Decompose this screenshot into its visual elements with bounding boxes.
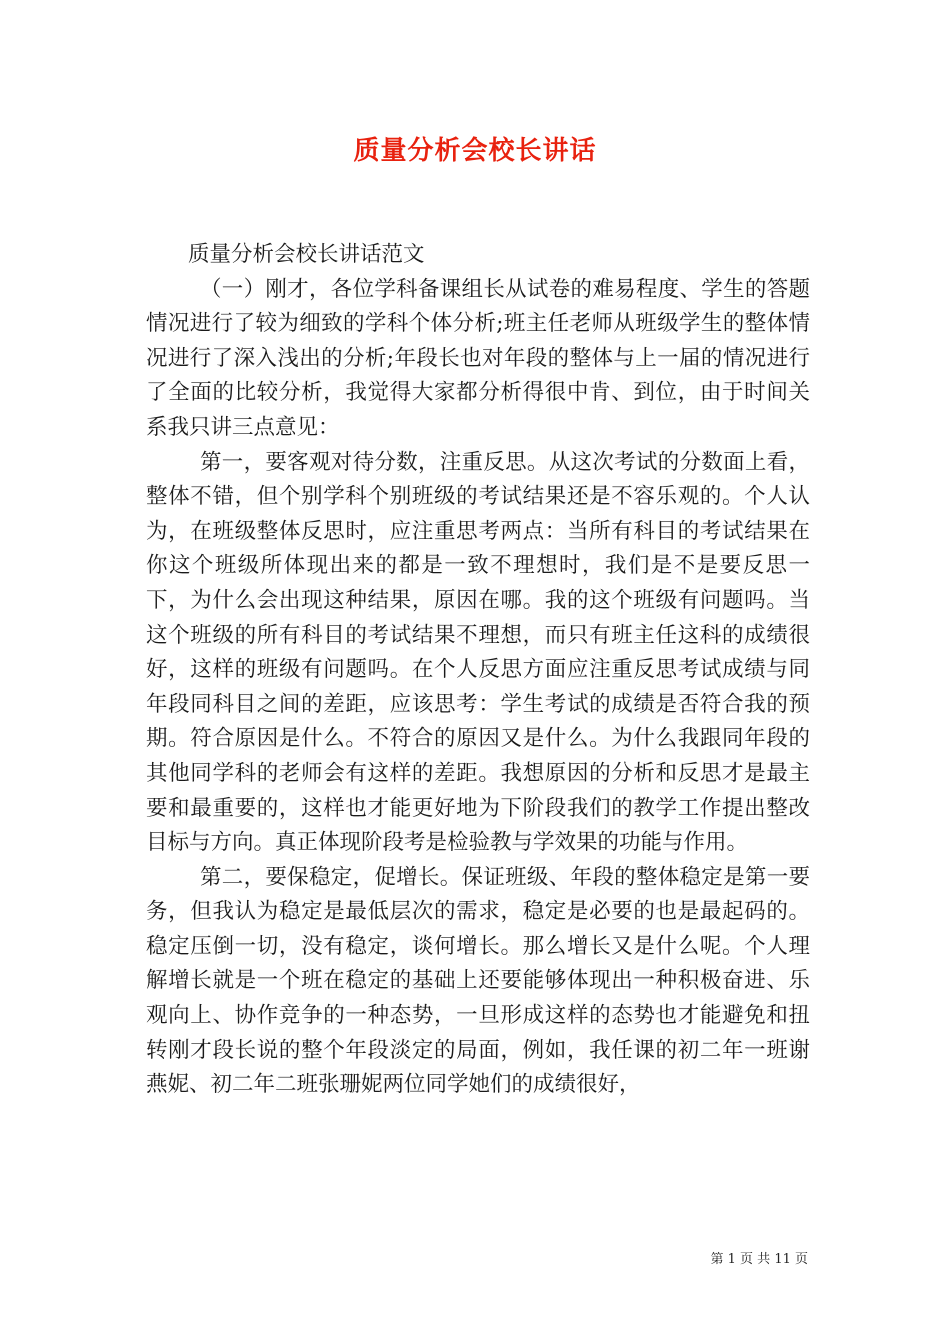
document-title: 质量分析会校长讲话 [353,136,597,166]
paragraph-point-two: 第二，要保稳定，促增长。保证班级、年段的整体稳定是第一要务，但我认为稳定是最低层次的需求，稳定是必要的也是最起码的。稳定压倒一切，没有稳定，谈何增长。那么增长又是什么呢。个人理解增长就是一个班在稳定的基础上还要能够体现出一种积极奋进、乐观向上、协作竞争的一种态势，一旦形成这样的态势也才能避免和扭转刚才段长说的整个年段淡定的局面，例如，我任课的初二年一班谢燕妮、初二年二班张珊妮两位同学她们的成绩很好， [146,864,810,1098]
paragraph-intro: （一）刚才，各位学科备课组长从试卷的难易程度、学生的答题情况进行了较为细致的学科个体分析;班主任老师从班级学生的整体情况进行了深入浅出的分析;年段长也对年段的整体与上一届的情况进行了全面的比较分析，我觉得大家都分析得很中肯、到位，由于时间关系我只讲三点意见： [146,276,810,440]
page-number-footer: 第 1 页 共 11 页 [710,1252,808,1267]
document-subtitle: 质量分析会校长讲话范文 [188,242,425,267]
document-body [146,238,810,1103]
paragraph-point-one: 第一，要客观对待分数，注重反思。从这次考试的分数面上看，整体不错，但个别学科个别班级的考试结果还是不容乐观的。个人认为，在班级整体反思时，应注重思考两点：当所有科目的考试结果在你这个班级所体现出来的都是一致不理想时，我们是不是要反思一下，为什么会出现这种结果，原因在哪。我的这个班级有问题吗。当这个班级的所有科目的考试结果不理想，而只有班主任这科的成绩很好，这样的班级有问题吗。在个人反思方面应注重反思考试成绩与同年段同科目之间的差距，应该思考：学生考试的成绩是否符合我的预期。符合原因是什么。不符合的原因又是什么。为什么我跟同年段的其他同学科的老师会有这样的差距。我想原因的分析和反思才是最主要和最重要的，这样也才能更好地为下阶段我们的教学工作提出整改目标与方向。真正体现阶段考是检验教与学效果的功能与作用。 [146,449,810,856]
